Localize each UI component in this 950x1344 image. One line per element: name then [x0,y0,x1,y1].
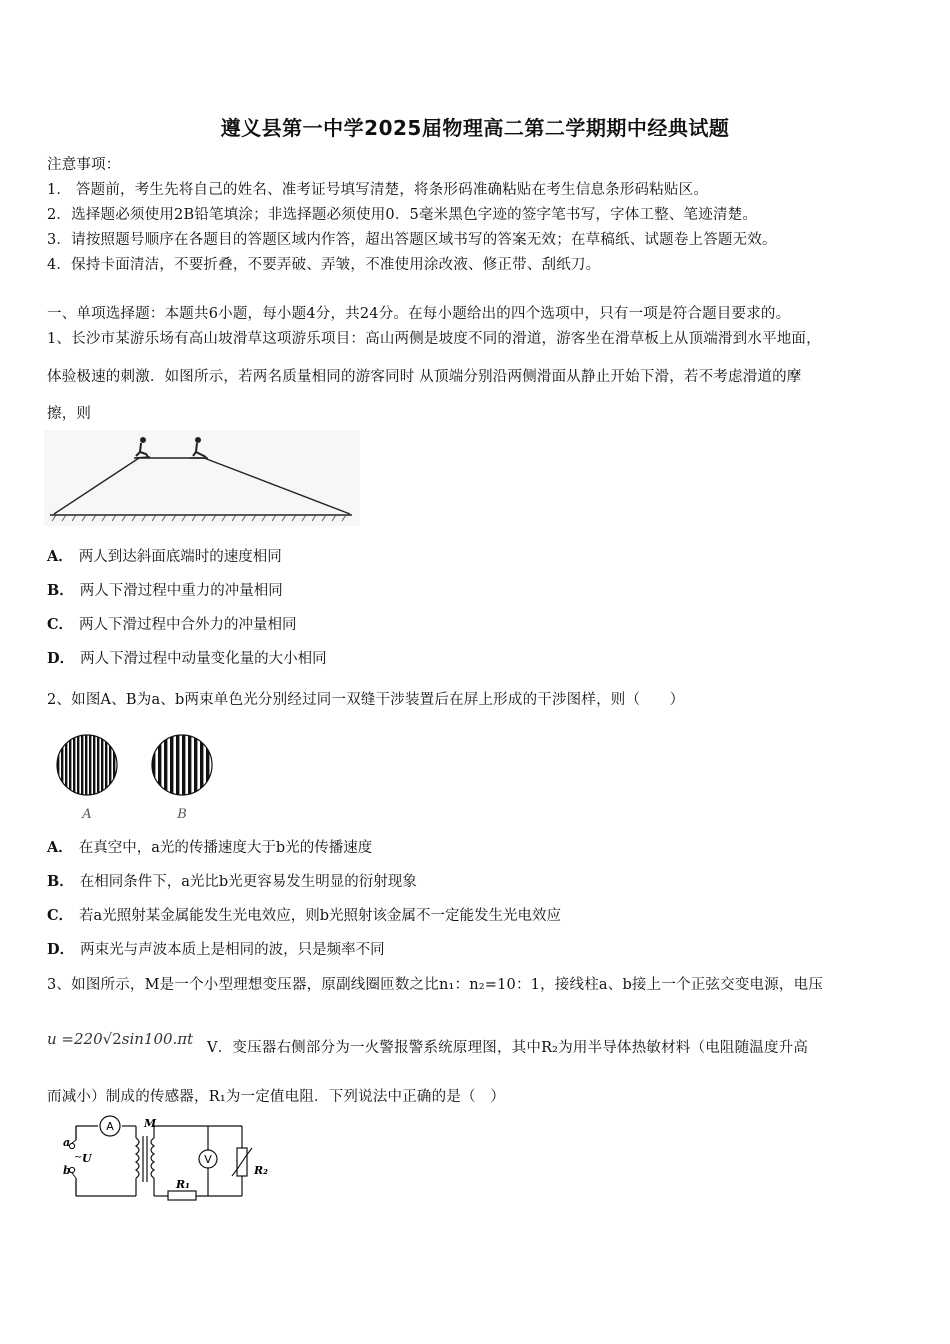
q2-option-a[interactable] [47,836,372,857]
slope-figure [44,430,360,526]
pattern-b-label: B [177,807,187,822]
section-heading: 一、单项选择题：本题共6小题，每小题4分，共24分。在每小题给出的四个选项中，只有一项是符合题目要求的。 [47,306,791,322]
option-label: B． [47,873,74,890]
page-title: 遵义县第一中学2025届物理高二第二学期期中经典试题 [220,116,730,140]
q3-stem-line1: 3、如图所示，M是一个小型理想变压器，原副线圈匝数之比n₁：n₂=10：1，接线柱a、b接上一个正弦交变电源，电压 [47,977,824,993]
q2-stem: 2、如图A、B为a、b两束单色光分别经过同一双缝干涉装置后在屏上形成的干涉图样，则（ ） [47,692,685,708]
notice-item-2: 2．选择题必须使用2B铅笔填涂；非选择题必须使用0．5毫米黑色字迹的签字笔书写，字体工整、笔迹清楚。 [47,207,758,223]
interference-figure [55,732,225,824]
option-label: D． [47,650,75,667]
q1-stem-line1: 1、长沙市某游乐场有高山坡滑草这项游乐项目：高山两侧是坡度不同的滑道，游客坐在滑草板上从顶端滑到水平地面， [47,331,821,347]
q2-option-b[interactable] [47,870,417,891]
label-m: M [144,1117,157,1130]
notice-item-4: 4．保持卡面清洁，不要折叠，不要弄破、弄皱，不准使用涂改液、修正带、刮纸刀。 [47,257,601,273]
q1-option-c[interactable] [47,613,297,634]
notice-item-3: 3．请按照题号顺序在各题目的答题区域内作答，超出答题区域书写的答案无效；在草稿纸、试题卷上答题无效。 [47,232,777,248]
formula-right: sin100.πt [121,1030,194,1048]
option-label: B． [47,582,74,599]
thermistor-r2-icon [232,1148,252,1176]
pattern-b [152,732,212,802]
label-a: a [63,1136,71,1149]
ac-tilde-icon: ~ [74,1152,83,1163]
q3-stem-line3: 而减小）制成的传感器，R₁为一定值电阻．下列说法中正确的是（ ） [47,1089,506,1105]
notice-heading: 注意事项： [47,157,121,173]
q2-option-c[interactable] [47,904,561,925]
q1-option-b[interactable] [47,579,283,600]
option-text: 若a光照射某金属能发生光电效应，则b光照射该金属不一定能发生光电效应 [79,908,561,924]
q3-stem-line2: V．变压器右侧部分为一火警报警系统原理图，其中R₂为用半导体热敏材料（电阻随温度升高 [207,1040,809,1056]
circuit-diagram [58,1112,288,1204]
option-text: 在相同条件下，a光比b光更容易发生明显的衍射现象 [79,874,417,890]
option-label: A． [47,548,73,565]
option-text: 两人到达斜面底端时的速度相同 [78,549,282,565]
pattern-a-label: A [82,807,92,822]
option-text: 两人下滑过程中动量变化量的大小相同 [80,651,327,667]
terminal-a-icon [69,1143,74,1148]
option-label: C． [47,616,74,633]
notice-item-1: 1． 答题前，考生先将自己的姓名、准考证号填写清楚，将条形码准确粘贴在考生信息条形码粘贴区。 [47,182,709,198]
option-label: C． [47,907,74,924]
option-text: 两束光与声波本质上是相同的波，只是频率不同 [80,942,385,958]
q1-option-a[interactable] [47,545,282,566]
option-text: 在真空中，a光的传播速度大于b光的传播速度 [78,840,373,856]
ammeter-label: A [106,1120,114,1133]
pattern-a [57,732,117,802]
label-u: U [82,1152,92,1165]
q2-option-d[interactable] [47,938,385,959]
voltmeter-label: V [204,1153,212,1166]
formula-left: u =220 [47,1030,103,1048]
q1-option-d[interactable] [47,647,327,668]
option-text: 两人下滑过程中重力的冲量相同 [79,583,283,599]
label-r2: R₂ [254,1164,268,1177]
transformer-icon [132,1136,158,1182]
q1-stem-line2: 体验极速的刺激．如图所示，若两名质量相同的游客同时 从顶端分别沿两侧滑面从静止开始下滑，若不考虑滑道的摩 [47,369,802,385]
option-text: 两人下滑过程中合外力的冲量相同 [79,617,297,633]
label-b: b [63,1164,71,1177]
label-r1: R₁ [176,1178,190,1191]
voltage-formula [47,1030,193,1048]
formula-sqrt: √2 [102,1030,122,1048]
q1-stem-line3: 擦，则 [47,406,92,422]
resistor-r1-icon [168,1191,196,1200]
option-label: A． [47,839,73,856]
option-label: D． [47,941,75,958]
